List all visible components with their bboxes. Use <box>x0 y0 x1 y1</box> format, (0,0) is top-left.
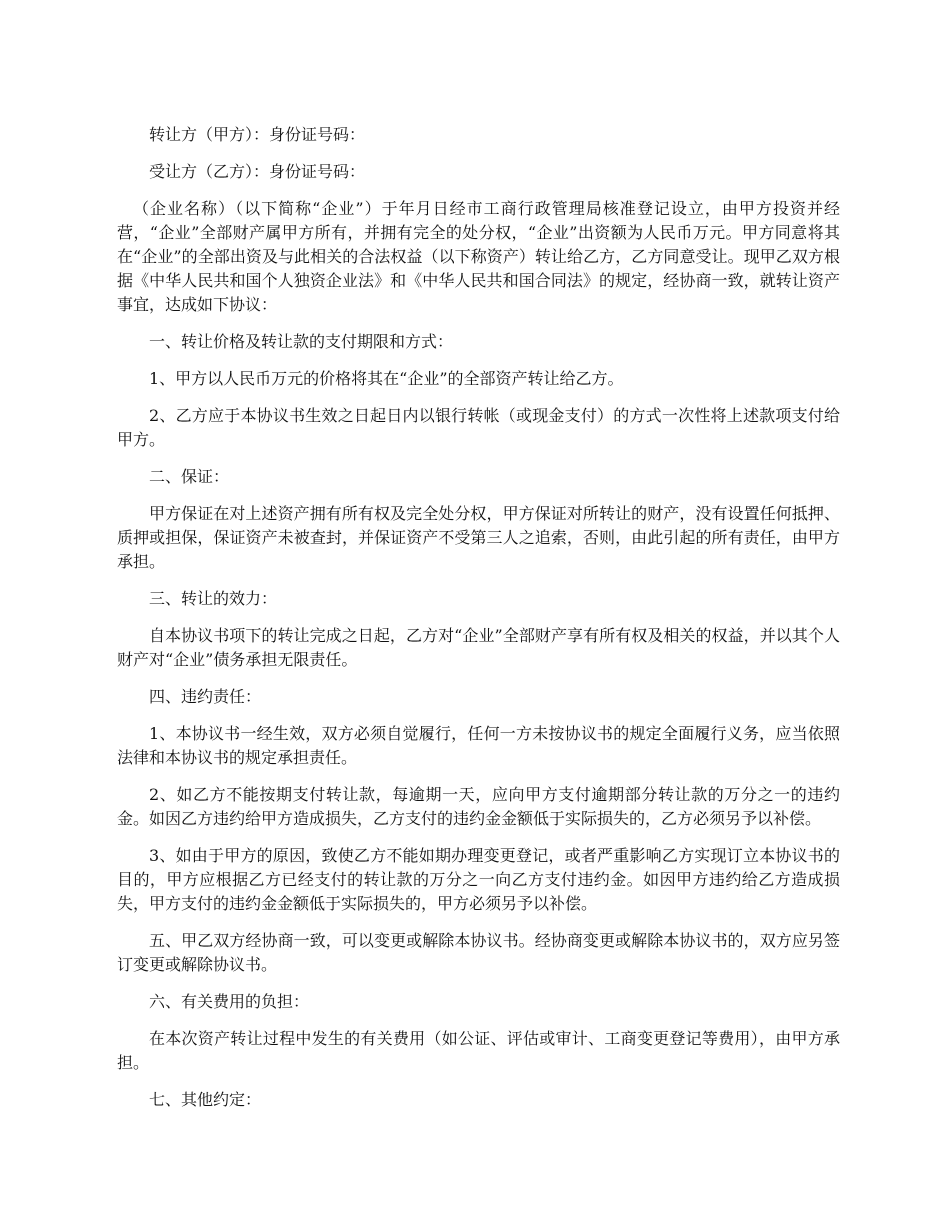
preamble-paragraph: （企业名称）（以下简称“企业”）于年月日经市工商行政管理局核准登记设立，由甲方投资并经营，“企业”全部财产属甲方所有，并拥有完全的处分权，“企业”出资额为人民币万元。甲方同意将其在“企业”的全部出资及与此相关的合法权益（以下称资产）转让给乙方，乙方同意受让。现甲乙双方根据《中华人民共和国个人独资企业法》和《中华人民共和国合同法》的规定，经协商一致，就转让资产事宜，达成如下协议： <box>117 199 840 314</box>
section-4-clause-2: 2、如乙方不能按期支付转让款，每逾期一天，应向甲方支付逾期部分转让款的万分之一的违约金。如因乙方违约给甲方造成损失，乙方支付的违约金金额低于实际损失的，乙方必须另予以补偿。 <box>117 785 840 828</box>
section-1-heading: 一、转让价格及转让款的支付期限和方式： <box>149 332 454 351</box>
section-4-heading: 四、违约责任： <box>149 687 262 706</box>
document-body <box>117 123 840 1125</box>
section-5-body: 五、甲乙双方经协商一致，可以变更或解除本协议书。经协商变更或解除本协议书的，双方应另签订变更或解除协议书。 <box>117 931 840 974</box>
section-3-body: 自本协议书项下的转让完成之日起，乙方对“企业”全部财产享有所有权及相关的权益，并以其个人财产对“企业”债务承担无限责任。 <box>117 626 840 669</box>
section-4-clause-1: 1、本协议书一经生效，双方必须自觉履行，任何一方未按协议书的规定全面履行义务，应当依照法律和本协议书的规定承担责任。 <box>117 724 840 767</box>
section-2-body: 甲方保证在对上述资产拥有所有权及完全处分权，甲方保证对所转让的财产，没有设置任何抵押、质押或担保，保证资产未被查封，并保证资产不受第三人之追索，否则，由此引起的所有责任，由甲方承担。 <box>117 504 840 571</box>
section-2-heading: 二、保证： <box>149 467 230 486</box>
section-3-heading: 三、转让的效力： <box>149 589 278 608</box>
transferee-line: 受让方（乙方）：身份证号码： <box>149 162 366 181</box>
section-6-body: 在本次资产转让过程中发生的有关费用（如公证、评估或审计、工商变更登记等费用），由甲方承担。 <box>117 1029 840 1072</box>
section-1-clause-1: 1、甲方以人民币万元的价格将其在“企业”的全部资产转让给乙方。 <box>149 369 624 388</box>
section-7-heading: 七、其他约定： <box>149 1090 262 1109</box>
section-6-heading: 六、有关费用的负担： <box>149 992 310 1011</box>
section-4-clause-3: 3、如由于甲方的原因，致使乙方不能如期办理变更登记，或者严重影响乙方实现订立本协议书的目的，甲方应根据乙方已经支付的转让款的万分之一向乙方支付违约金。如因甲方违约给乙方造成损失，甲方支付的违约金金额低于实际损失的，甲方必须另予以补偿。 <box>117 846 840 913</box>
transferor-line: 转让方（甲方）：身份证号码： <box>149 125 366 144</box>
section-1-clause-2: 2、乙方应于本协议书生效之日起日内以银行转帐（或现金支付）的方式一次性将上述款项支付给甲方。 <box>117 406 840 449</box>
